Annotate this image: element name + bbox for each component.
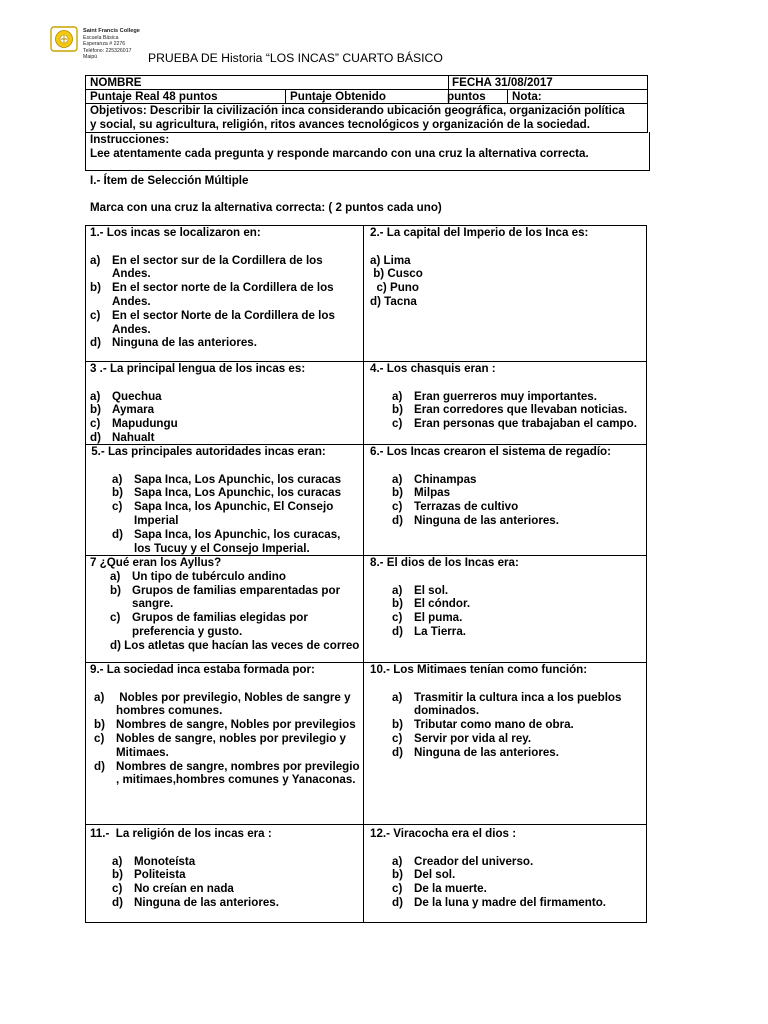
answer-option[interactable]: d) Ninguna de las anteriores.	[112, 895, 279, 909]
answer-option[interactable]: c) Sapa Inca, los Apunchic, El Consejo Imperial	[112, 500, 334, 527]
answer-option[interactable]: d) Ninguna de las anteriores.	[392, 513, 559, 527]
question-8	[370, 556, 642, 639]
answer-option[interactable]: c) No creían en nada	[112, 882, 234, 896]
section-instruction: Marca con una cruz la alternativa correcta: ( 2 puntos cada uno)	[90, 201, 442, 214]
question-5	[88, 445, 360, 555]
answer-option[interactable]: a) Monoteísta	[112, 854, 196, 868]
answer-option[interactable]: d) Ninguna de las anteriores.	[392, 745, 559, 759]
answer-option[interactable]: b) En el sector norte de la Cordillera de los Andes.	[90, 281, 334, 308]
answer-option[interactable]: a) El sol.	[392, 583, 449, 597]
puntaje-obtenido-label: Puntaje Obtenido	[290, 90, 386, 103]
answer-option[interactable]: d) Los atletas que hacían las veces de correo	[110, 638, 360, 652]
answer-option[interactable]: b) Politeista	[112, 868, 186, 882]
answer-option[interactable]: c) Puno	[370, 281, 419, 295]
answer-option[interactable]: d) Nahualt	[90, 430, 155, 444]
answer-option[interactable]: a) Nobles por previlegio, Nobles de sangre y hombres comunes.	[94, 690, 354, 718]
question-3	[90, 362, 360, 445]
question-12	[370, 827, 642, 910]
objectives-line-2: y social, su agricultura, religión, ritos avances tecnológicos y organización de la sociedad.	[90, 118, 590, 131]
instructions-label: Instrucciones:	[90, 133, 170, 146]
info-table-border	[647, 75, 648, 133]
answer-option[interactable]: d) La Tierra.	[392, 624, 466, 638]
answer-option[interactable]: c) Servir por vida al rey.	[392, 731, 532, 745]
answer-option[interactable]: a) Creador del universo.	[392, 854, 534, 868]
question-text: 4.- Los chasquis eran :	[370, 362, 496, 375]
answer-option[interactable]: d) De la luna y madre del firmamento.	[392, 895, 606, 909]
answer-option[interactable]: c) Eran personas que trabajaban el campo.	[392, 417, 637, 431]
school-line: Escuela Básica	[83, 34, 119, 41]
answer-option[interactable]: b) Milpas	[392, 486, 451, 500]
answer-option[interactable]: a) Trasmitir la cultura inca a los pueblos dominados.	[392, 690, 622, 718]
answer-option[interactable]: d) Ninguna de las anteriores.	[90, 336, 257, 350]
answer-option[interactable]: c) En el sector Norte de la Cordillera de los Andes.	[90, 308, 335, 336]
school-info	[83, 28, 140, 61]
answer-option[interactable]: c) El puma.	[392, 611, 463, 625]
question-text: 6.- Los Incas crearon el sistema de regadío:	[370, 445, 611, 458]
info-table-border	[85, 170, 650, 171]
question-4	[370, 362, 642, 431]
grid-line	[646, 225, 647, 923]
question-10	[370, 663, 642, 760]
answer-option[interactable]: b) Aymara	[90, 403, 155, 417]
answer-option[interactable]: d) Nombres de sangre, nombres por previlegio , mitimaes,hombres comunes y Yanaconas.	[94, 759, 360, 787]
fecha-label: FECHA 31/08/2017	[452, 76, 553, 89]
answer-option[interactable]: d) Tacna	[370, 294, 417, 308]
info-table-border	[85, 132, 648, 133]
question-text: 8.- El dios de los Incas era:	[370, 556, 519, 569]
instructions-text: Lee atentamente cada pregunta y responde marcando con una cruz la alternativa correcta.	[90, 147, 589, 160]
answer-option[interactable]: b) Sapa Inca, Los Apunchic, los curacas	[112, 486, 342, 500]
question-7	[90, 556, 360, 653]
answer-option[interactable]: a) Lima	[370, 253, 411, 267]
answer-option[interactable]: b) Tributar como mano de obra.	[392, 718, 574, 732]
nombre-label: NOMBRE	[90, 76, 142, 89]
question-11	[90, 827, 360, 910]
grid-line	[85, 922, 647, 923]
answer-option[interactable]: b) Grupos de familias emparentadas por sangre.	[110, 583, 341, 611]
section-heading: I.- Ítem de Selección Múltiple	[90, 174, 249, 187]
question-text: 7 ¿Qué eran los Ayllus?	[90, 556, 222, 569]
question-text: 11.- La religión de los incas era :	[90, 827, 272, 840]
info-table-border	[507, 89, 508, 103]
question-text: 3 .- La principal lengua de los incas es:	[90, 362, 306, 375]
info-table-border	[85, 75, 648, 76]
question-text: 10.- Los Mitimaes tenían como función:	[370, 663, 588, 676]
school-line: Teléfono: 225326017	[83, 47, 132, 54]
answer-option[interactable]: a) Quechua	[90, 389, 162, 403]
school-line: Maipú	[83, 54, 98, 61]
school-name: Saint Francis College	[83, 28, 140, 34]
answer-option[interactable]: c) Mapudungu	[90, 417, 178, 431]
exam-title: PRUEBA DE Historia “LOS INCAS” CUARTO BÁSICO	[148, 51, 443, 65]
answer-option[interactable]: c) Grupos de familias elegidas por preferencia y gusto.	[110, 611, 308, 638]
question-1	[90, 226, 360, 350]
answer-option[interactable]: c) Terrazas de cultivo	[392, 500, 519, 514]
answer-option[interactable]: a) Un tipo de tubérculo andino	[110, 569, 286, 583]
answer-option[interactable]: b) Nombres de sangre, Nobles por previlegios	[94, 718, 356, 732]
nota-label: Nota:	[512, 90, 542, 103]
info-table-border	[85, 75, 86, 171]
answer-option[interactable]: a) Eran guerreros muy importantes.	[392, 389, 597, 403]
school-logo-icon	[50, 26, 78, 52]
question-text: 5.- Las principales autoridades incas eran:	[88, 445, 326, 458]
question-6	[370, 445, 642, 528]
answer-option[interactable]: a) En el sector sur de la Cordillera de los Andes.	[90, 253, 323, 281]
question-text: 12.- Viracocha era el dios :	[370, 827, 517, 840]
answer-option[interactable]: a) Chinampas	[392, 472, 477, 486]
answer-option[interactable]: a) Sapa Inca, Los Apunchic, los curacas	[112, 472, 342, 486]
puntaje-real: Puntaje Real 48 puntos	[90, 90, 218, 103]
answer-option[interactable]: c) Nobles de sangre, nobles por previlegio y Mitimaes.	[94, 731, 347, 759]
info-table-border	[649, 132, 650, 171]
answer-option[interactable]: b) Cusco	[370, 267, 423, 281]
question-text: 1.- Los incas se localizaron en:	[90, 226, 261, 239]
answer-option[interactable]: d) Sapa Inca, los Apunchic, los curacas, los Tucuy y el Consejo Imperial.	[112, 527, 341, 555]
answer-option[interactable]: b) Eran corredores que llevaban noticias.	[392, 403, 628, 417]
answer-option[interactable]: b) Del sol.	[392, 868, 456, 882]
question-9	[90, 663, 360, 787]
info-table-border	[285, 89, 286, 103]
answer-option[interactable]: c) De la muerte.	[392, 882, 487, 896]
question-text: 9.- La sociedad inca estaba formada por:	[90, 663, 315, 676]
answer-option[interactable]: b) El cóndor.	[392, 597, 471, 611]
grid-line	[85, 824, 647, 825]
grid-line	[363, 225, 364, 923]
question-2	[370, 226, 642, 309]
puntos-label: puntos	[447, 90, 486, 103]
grid-line	[85, 225, 86, 923]
school-line: Esperanza # 2276	[83, 41, 126, 48]
objectives-line-1: Objetivos: Describir la civilización inca considerando ubicación geográfica, organización política	[90, 104, 625, 117]
question-text: 2.- La capital del Imperio de los Inca es:	[370, 226, 589, 239]
